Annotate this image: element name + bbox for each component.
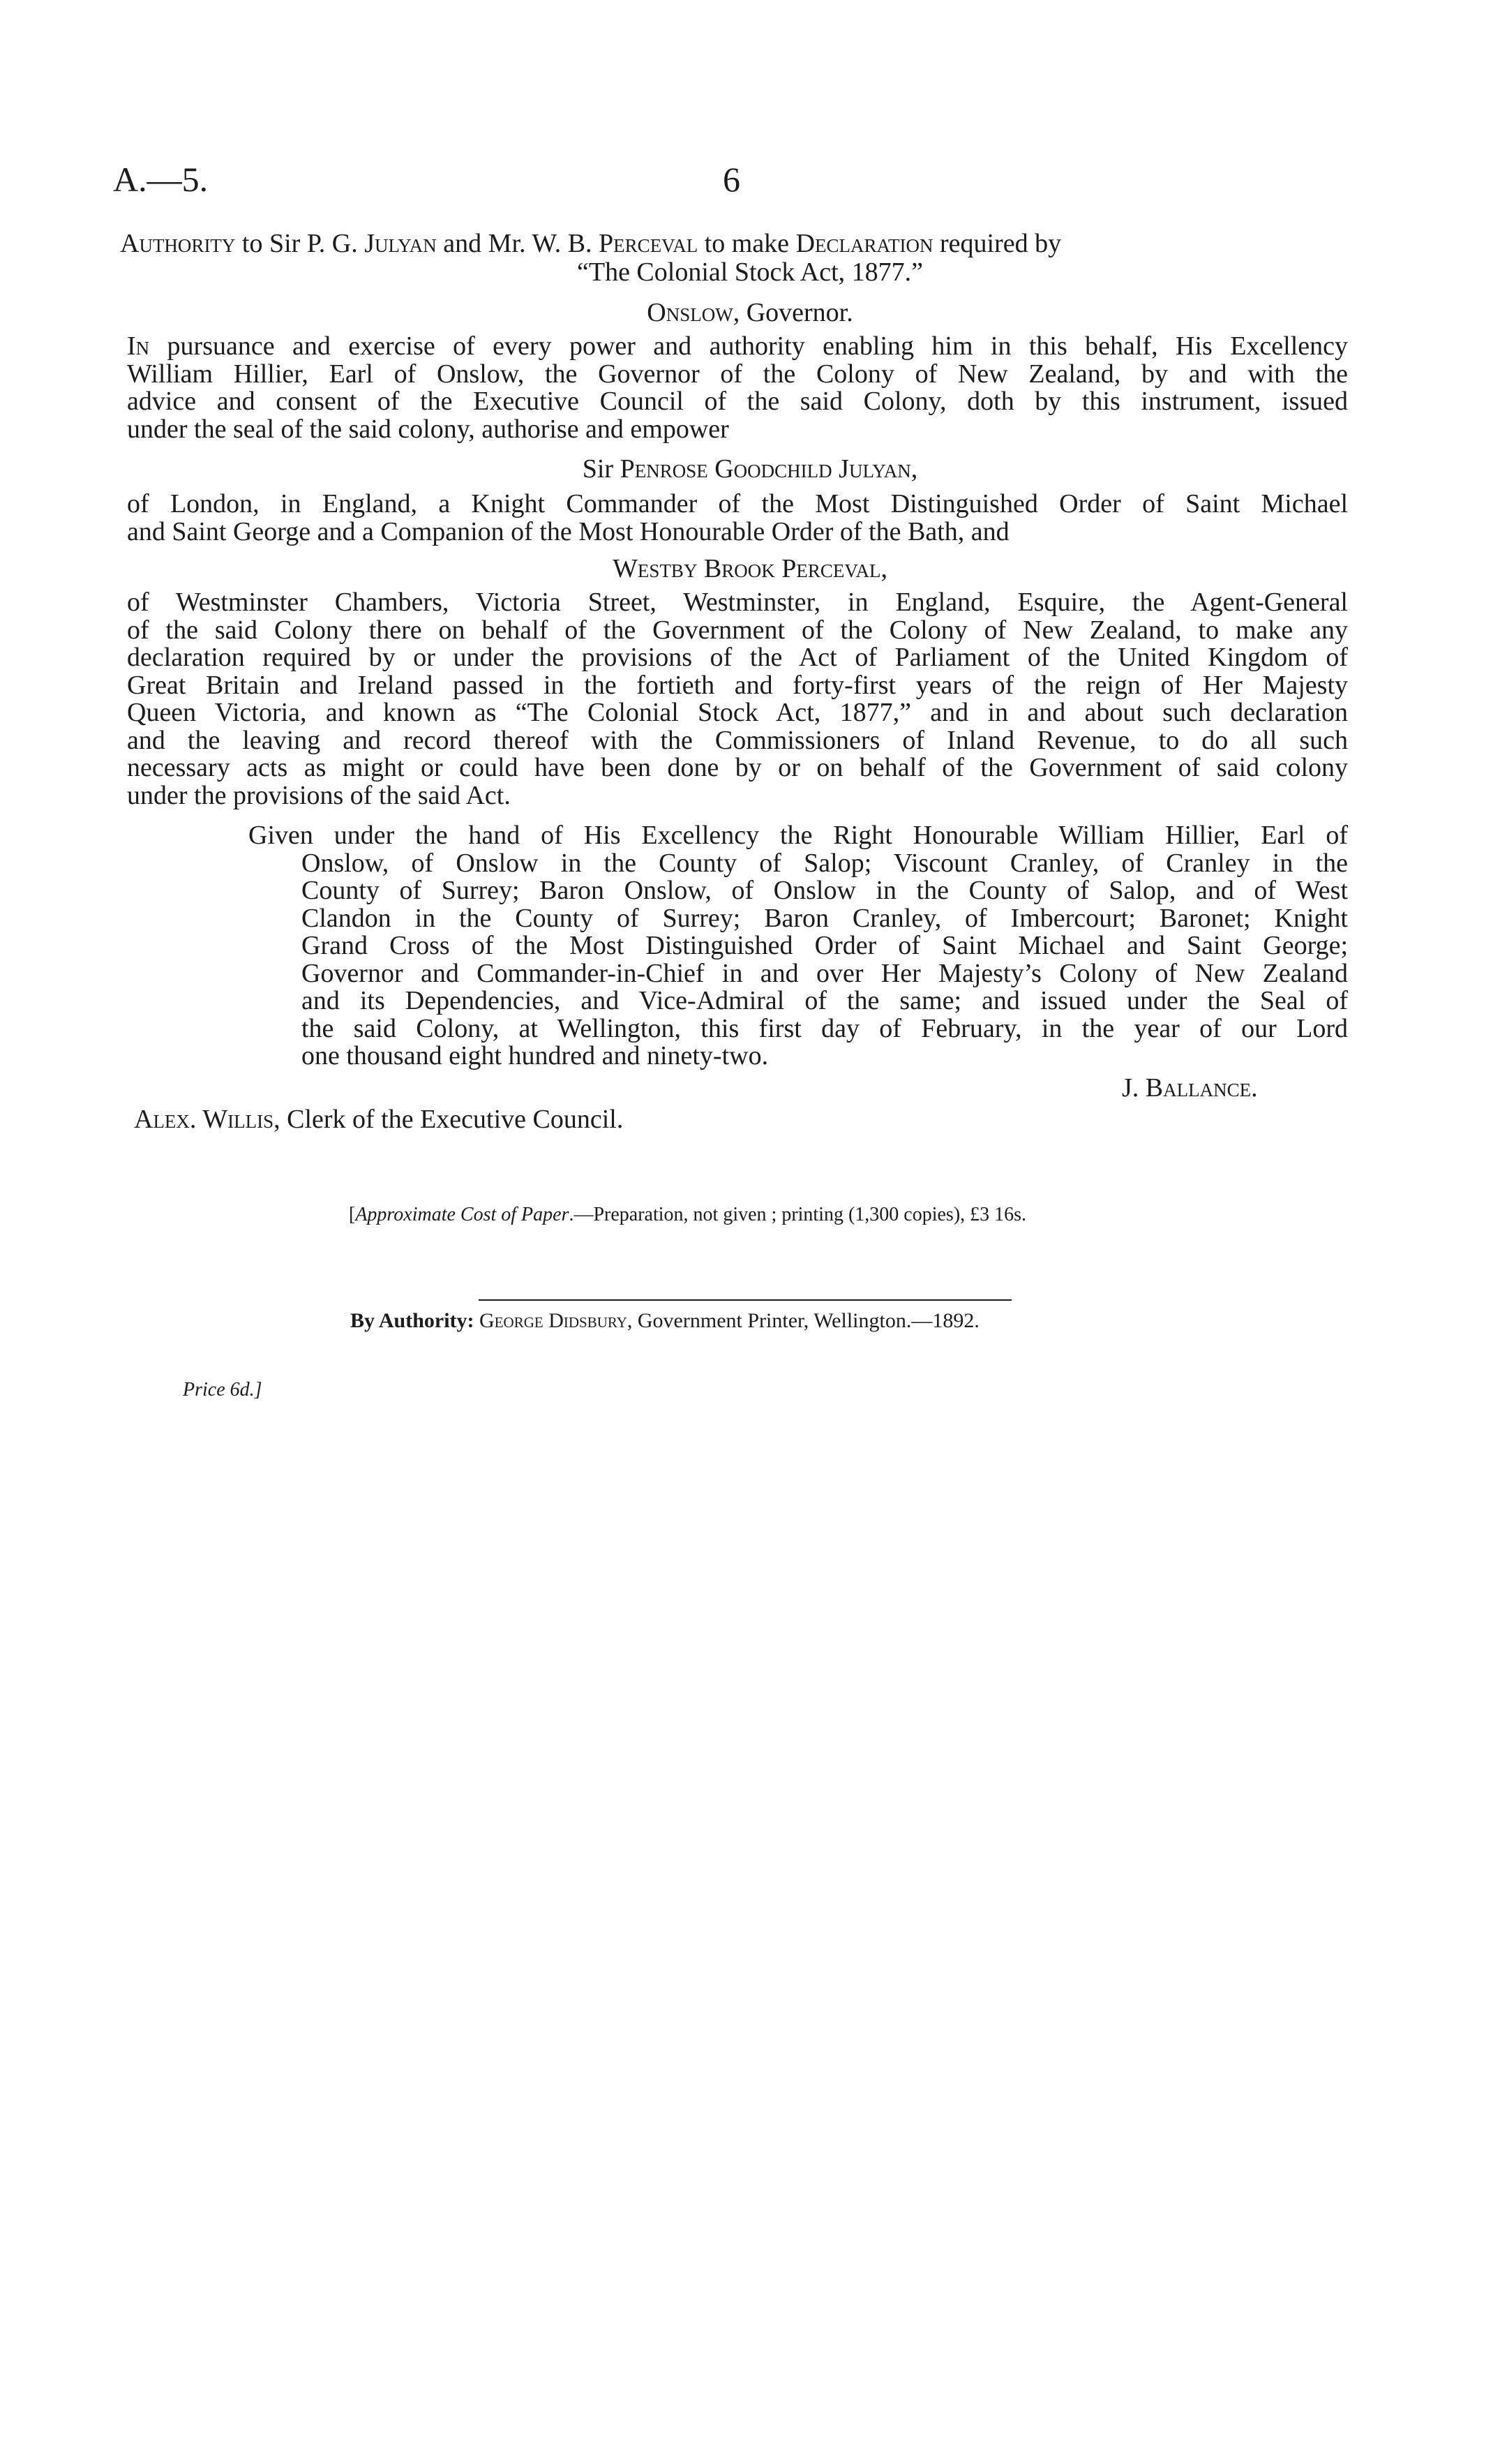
title-word-authority: Authority [120,229,236,258]
paragraph-pursuance [127,333,1348,443]
given-line: County of Surrey; Baron Onslow, of Onslow in the County of Salop, and of West [301,876,1348,905]
paragraph-julyan-description [127,491,1348,546]
title-line-2: “The Colonial Stock Act, 1877.” [576,257,924,287]
given-line: the said Colony, at Wellington, this first day of February, in the year of our Lord [301,1013,1348,1043]
given-line: one thousand eight hundred and ninety-two. [301,1041,769,1070]
printer-name: George Didsbury [479,1309,627,1332]
title-text-required-by: required by [933,229,1062,258]
paragraph-perceval-authority [127,589,1348,809]
printer-colon: : [467,1309,480,1332]
clerk-name: Alex. Willis [134,1105,274,1134]
paragraph-line: Great Britain and Ireland passed in the fortieth and forty-first years of the reign of Her Majesty [127,670,1348,700]
approximate-cost-note [349,1204,1026,1226]
governor-line [0,297,1500,328]
given-line: Onslow, of Onslow in the County of Salop; Viscount Cranley, of Cranley in the [301,848,1348,878]
divider-rule [479,1299,1012,1301]
paragraph-line: advice and consent of the Executive Council of the said Colony, doth by this instrument, issued [127,387,1348,416]
title-name-perceval: Perceval [599,229,698,258]
clerk-line [134,1104,623,1135]
paragraph-line: of the said Colony there on behalf of the Government of the Colony of New Zealand, to make any [127,615,1348,645]
given-under-hand-clause [248,821,1348,1070]
cost-details: .—Preparation, not given ; printing (1,300 copies), £3 16s. [569,1204,1027,1225]
printer-imprint [350,1309,980,1333]
document-reference: A.—5. [113,160,209,199]
paragraph-line: declaration required by or under the provisions of the Act of Parliament of the United Kingdom of [127,643,1348,672]
given-line: Governor and Commander-in-Chief in and over Her Majesty’s Colony of New Zealand [301,958,1348,988]
given-line: Clandon in the County of Surrey; Baron Cranley, of Imbercourt; Baronet; Knight [301,903,1348,933]
paragraph-line: and Saint George and a Companion of the Most Honourable Order of the Bath, and [127,516,1010,546]
title-text-and-mr: and Mr. W. B. [436,229,599,258]
clerk-title: , Clerk of the Executive Council. [273,1105,624,1134]
appointee-name: Penrose Goodchild Julyan [620,454,911,484]
appointee-name: Westby Brook Perceval [613,554,881,583]
given-line: Given under the hand of His Excellency the Right Honourable William Hillier, Earl of [248,821,1348,850]
appointee-name-perceval [0,553,1500,584]
cost-bracket: [ [349,1204,356,1225]
paragraph-lead-word: In [127,331,150,361]
title-text-to-make: to make [698,229,796,258]
appointee-suffix: , [880,554,887,583]
paragraph-line: of Westminster Chambers, Victoria Street, Westminster, in England, Esquire, the Agent-General [127,588,1348,617]
paragraph-line [127,333,1348,361]
signature-initial: J. [1122,1073,1146,1103]
paragraph-line: necessary acts as might or could have been done by or on behalf of the Government of said colony [127,753,1348,782]
paragraph-line: under the provisions of the said Act. [127,780,511,810]
price-note: Price 6d.] [183,1379,262,1401]
appointee-name-julyan [0,454,1500,484]
title-name-julyan: Julyan [364,229,437,258]
paragraph-line: William Hillier, Earl of Onslow, the Governor of the Colony of New Zealand, by and with the [127,359,1348,389]
signature-name: Ballance [1145,1073,1252,1103]
given-line: and its Dependencies, and Vice-Admiral of the same; and issued under the Seal of [301,986,1348,1015]
governor-suffix: , Governor. [733,298,853,327]
paragraph-line: Queen Victoria, and known as “The Colonial Stock Act, 1877,” and in and about such declaration [127,698,1348,727]
title-text-to-sir: to Sir P. G. [235,229,365,258]
paragraph-line-text: pursuance and exercise of every power and authority enabling him in this behalf, His Excellency [149,331,1348,361]
printer-details: , Government Printer, Wellington.—1892. [627,1309,980,1332]
signature-ballance [1122,1073,1258,1103]
appointee-prefix: Sir [582,454,620,484]
printer-label: By Authority [350,1309,467,1332]
title-word-declaration: Declaration [795,229,933,258]
governor-name: Onslow [647,298,733,327]
title-line-1 [120,228,1061,259]
paragraph-line: of London, in England, a Knight Commander of the Most Distinguished Order of Saint Michael [127,489,1348,518]
signature-suffix: . [1251,1073,1258,1103]
given-line: Grand Cross of the Most Distinguished Order of Saint Michael and Saint George; [301,931,1348,960]
appointee-suffix: , [910,454,918,484]
paragraph-line: under the seal of the said colony, authorise and empower [127,414,729,444]
cost-label: Approximate Cost of Paper [355,1204,569,1225]
paragraph-line: and the leaving and record thereof with the Commissioners of Inland Revenue, to do all such [127,725,1348,755]
page-number: 6 [723,160,740,199]
